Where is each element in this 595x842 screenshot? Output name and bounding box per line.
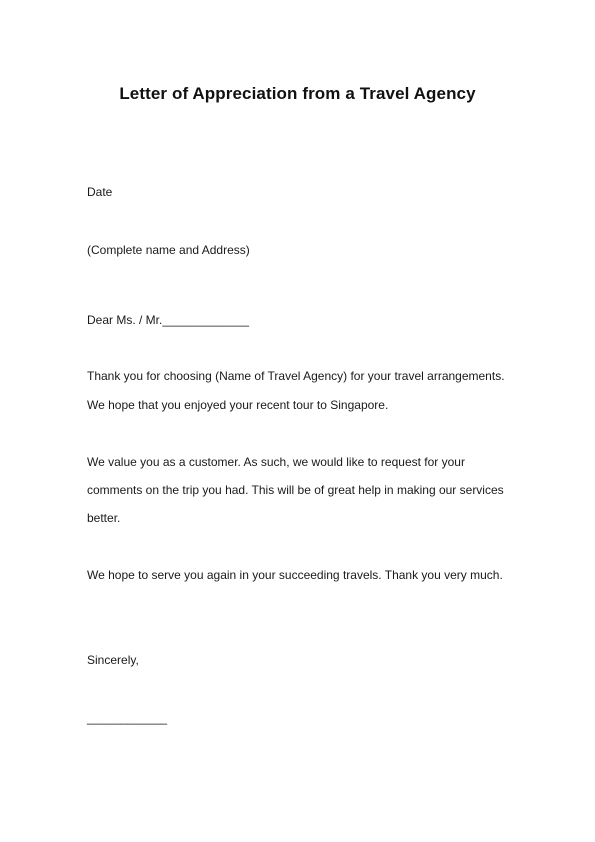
paragraph-1-line-1: Thank you for choosing (Name of Travel Agency) for your travel arrangements. [87, 369, 505, 383]
paragraph-3-line-1: We hope to serve you again in your succeeding travels. Thank you very much. [87, 568, 503, 582]
date-placeholder: Date [87, 185, 113, 199]
signature-line: ____________ [87, 711, 168, 725]
recipient-placeholder: (Complete name and Address) [87, 243, 250, 257]
paragraph-2-line-2: comments on the trip you had. This will be of great help in making our services [87, 483, 504, 497]
paragraph-2-line-3: better. [87, 511, 121, 525]
salutation: Dear Ms. / Mr._____________ [87, 313, 250, 327]
paragraph-2-line-1: We value you as a customer. As such, we would like to request for your [87, 455, 465, 469]
closing: Sincerely, [87, 653, 139, 667]
paragraph-1-line-2: We hope that you enjoyed your recent tour to Singapore. [87, 398, 389, 412]
letter-title: Letter of Appreciation from a Travel Agency [119, 84, 476, 103]
